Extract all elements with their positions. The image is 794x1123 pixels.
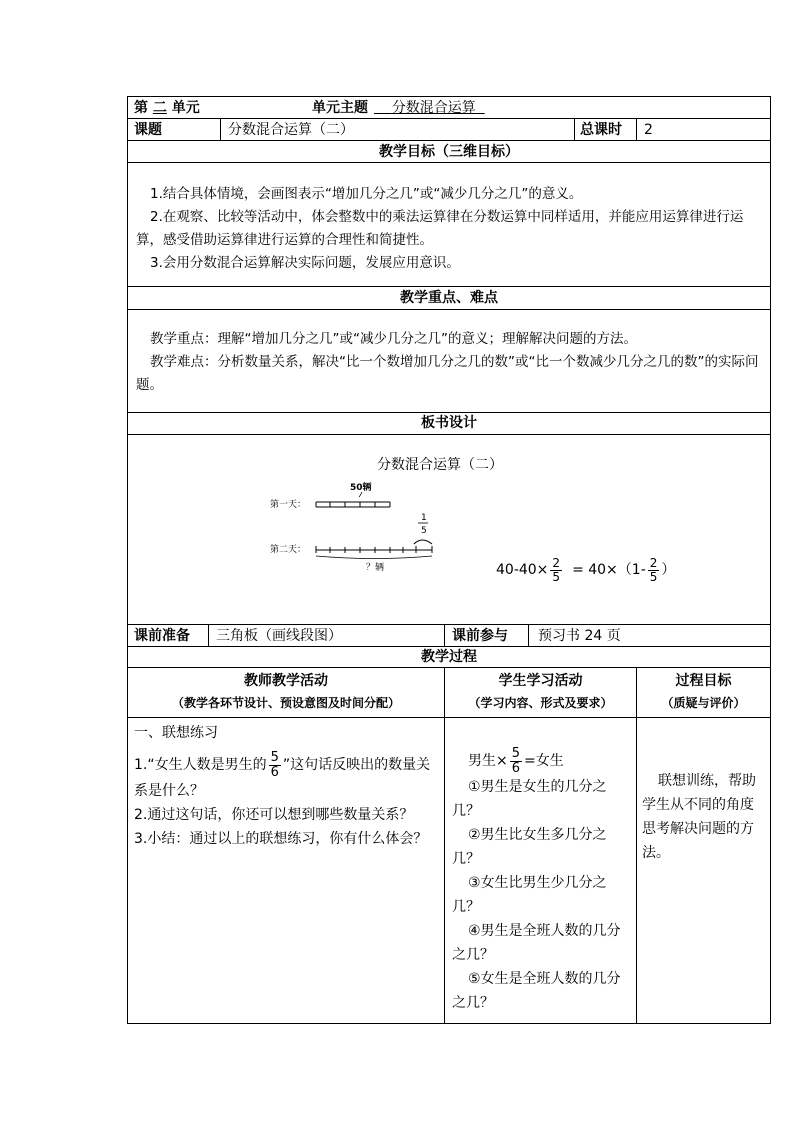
board-subtitle: 分数混合运算（二） (377, 457, 503, 473)
question-1: 1.“女生人数是男生的 $\frac{5}{6}$ ”这句话反映出的数量关系是什么？ (134, 750, 431, 800)
student-formula: 男生× $\frac{5}{6}$ =女生 (468, 746, 564, 776)
theme-label: 单元主题 (312, 100, 368, 116)
goal-col-sub: （质疑与评价） (661, 696, 746, 710)
day2-label: 第二天： (270, 545, 307, 555)
question-3: 3.小结：通过以上的联想练习，你有什么体会？ (134, 831, 428, 848)
day1-label: 第一天： (270, 500, 307, 510)
teacher-col-title: 教师教学活动 (244, 673, 328, 689)
student-question: ③女生比男生少几分之几？ (452, 875, 607, 916)
student-col-sub: （学习内容、形式及要求） (468, 696, 613, 710)
unknown-label: ？辆 (366, 563, 385, 573)
unit-label: 第 二 单元 (134, 100, 200, 116)
section-heading: 一、联想练习 (134, 725, 218, 741)
student-activity (452, 747, 632, 1015)
prep-label: 课前准备 (134, 628, 190, 644)
board-equation: 40-40× $\frac{2}{5}$ = 40×（1- $\frac{2}{5}$ ） (496, 556, 676, 584)
theme-value: 分数混合运算 (391, 100, 476, 116)
student-question: ④男生是全班人数的几分之几？ (452, 923, 621, 964)
goal-item: 2.在观察、比较等活动中，体会整数中的乘法运算律在分数运算中同样适用，并能应用运算律进行运算，感受借助运算律进行运算的合理性和简捷性。 (136, 209, 744, 248)
lesson-title: 分数混合运算（二） (228, 122, 354, 138)
fraction-denominator: 5 (421, 526, 427, 536)
total-hours-label: 总课时 (580, 122, 622, 138)
key-points-title: 教学重点、难点 (400, 290, 498, 306)
line-segment-diagram (268, 477, 448, 577)
teacher-activity (134, 721, 440, 851)
lesson-label: 课题 (134, 122, 162, 138)
lesson-plan-table (127, 96, 771, 1024)
process-goal-text: 联想训练，帮助学生从不同的角度思考解决问题的方法。 (642, 773, 756, 861)
amount-label: 50辆 (350, 483, 372, 493)
goals-title: 教学目标（三维目标） (379, 144, 519, 160)
teacher-col-sub: （教学各环节设计、预设意图及时间分配） (171, 696, 400, 710)
process-title: 教学过程 (421, 649, 477, 665)
student-question: ②男生比女生多几分之几？ (452, 827, 607, 868)
fraction-numerator: 1 (421, 513, 427, 523)
goals-list (136, 183, 764, 275)
pre-participation-value: 预习书 24 页 (538, 628, 621, 644)
student-col-title: 学生学习活动 (498, 673, 583, 689)
student-question: ①男生是女生的几分之几？ (452, 779, 607, 820)
student-question: ⑤女生是全班人数的几分之几？ (452, 971, 621, 1012)
board-title: 板书设计 (421, 415, 477, 431)
total-hours-value: 2 (644, 122, 653, 138)
goal-item: 3.会用分数混合运算解决实际问题，发展应用意识。 (150, 255, 460, 271)
prep-value: 三角板（画线段图） (216, 628, 342, 644)
teaching-difficulty: 教学难点：分析数量关系，解决“比一个数增加几分之几的数”或“比一个数减少几分之几的数”的实际问题。 (136, 354, 759, 393)
question-2: 2.通过这句话，你还可以想到哪些数量关系？ (134, 807, 414, 824)
goal-col-title: 过程目标 (675, 673, 732, 689)
goal-item: 1.结合具体情境，会画图表示“增加几分之几”或“减少几分之几”的意义。 (150, 186, 583, 202)
teaching-focus: 教学重点：理解“增加几分之几”或“减少几分之几”的意义；理解解决问题的方法。 (150, 331, 637, 347)
pre-participation-label: 课前参与 (452, 628, 508, 644)
key-points-text (136, 328, 764, 397)
